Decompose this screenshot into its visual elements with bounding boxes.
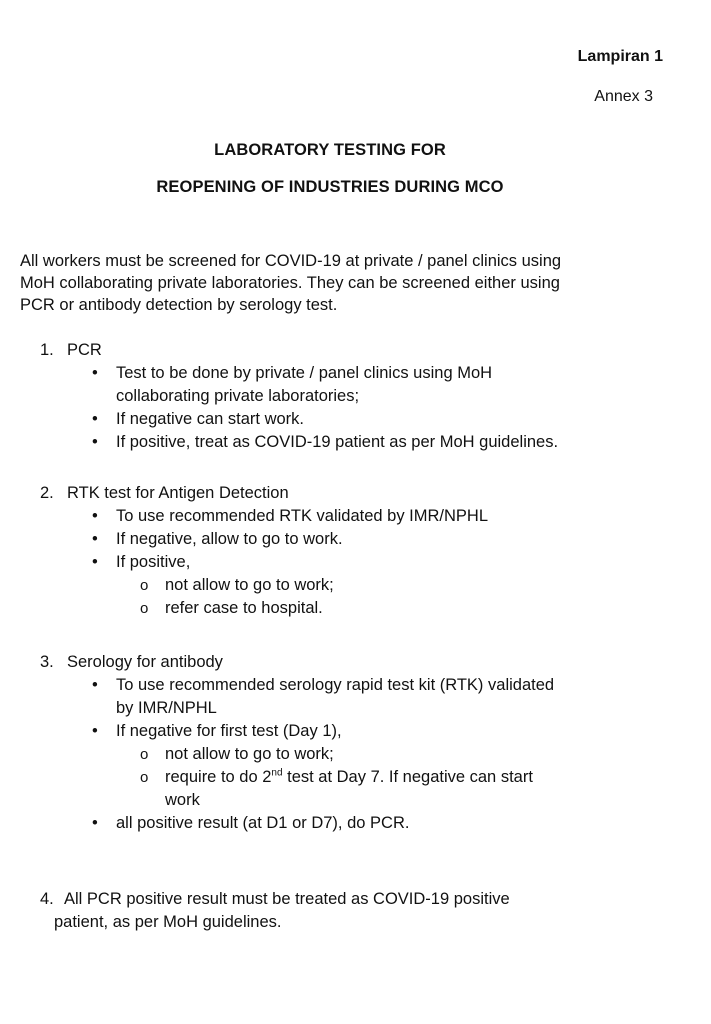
bullet-text: all positive result (at D1 or D7), do PCR. xyxy=(116,814,410,832)
bullet-item xyxy=(40,528,680,551)
section-pcr-positive xyxy=(40,888,680,934)
bullet-text: Test to be done by private / panel clinics using MoH xyxy=(116,364,493,382)
section-title: Serology for antibody xyxy=(67,653,223,671)
section-title: RTK test for Antigen Detection xyxy=(67,484,289,502)
sub-bullet-text: test at Day 7. If negative can start xyxy=(282,768,533,786)
bullet-text: If negative for first test (Day 1), xyxy=(116,722,342,740)
intro-line: MoH collaborating private laboratories. They can be screened either using xyxy=(20,274,560,292)
section-heading xyxy=(40,651,680,674)
sub-bullet-item xyxy=(40,766,680,812)
intro-line: All workers must be screened for COVID-19 at private / panel clinics using xyxy=(20,252,562,270)
section-rtk-antigen xyxy=(40,482,680,620)
section-number: 3. xyxy=(40,653,54,671)
ordinal-superscript: nd xyxy=(271,767,283,779)
section-title: PCR xyxy=(67,341,102,359)
intro-paragraph xyxy=(20,250,660,316)
bullet-item xyxy=(40,505,680,528)
section-number: 4. xyxy=(40,890,54,908)
bullet-text: If positive, treat as COVID-19 patient as per MoH guidelines. xyxy=(116,433,559,451)
section-serology xyxy=(40,651,680,835)
section-number: 2. xyxy=(40,484,54,502)
bullet-item xyxy=(40,720,680,743)
bullet-item xyxy=(40,812,680,835)
bullet-item xyxy=(40,674,680,720)
lampiran-label: Lampiran 1 xyxy=(577,48,663,65)
bullet-text: If negative, allow to go to work. xyxy=(116,530,343,548)
sub-bullet-text: not allow to go to work; xyxy=(165,576,334,594)
sub-bullet-text: refer case to hospital. xyxy=(165,599,323,617)
bullet-text: To use recommended serology rapid test kit (RTK) validated xyxy=(116,676,555,694)
section-heading xyxy=(40,339,680,362)
sub-bullet-item xyxy=(40,743,680,766)
section-text-continued: patient, as per MoH guidelines. xyxy=(54,913,282,931)
bullet-text: If positive, xyxy=(116,553,191,571)
bullet-item xyxy=(40,408,680,431)
bullet-text: If negative can start work. xyxy=(116,410,305,428)
bullet-item xyxy=(40,362,680,408)
document-title-line-2: REOPENING OF INDUSTRIES DURING MCO xyxy=(156,178,504,196)
bullet-text-continued: by IMR/NPHL xyxy=(116,699,217,717)
section-number: 1. xyxy=(40,341,54,359)
section-heading xyxy=(40,482,680,505)
section-pcr xyxy=(40,339,680,454)
bullet-text: To use recommended RTK validated by IMR/NPHL xyxy=(116,507,489,525)
document-title-line-1: LABORATORY TESTING FOR xyxy=(214,141,446,159)
annex-label: Annex 3 xyxy=(594,88,653,105)
sub-bullet-item xyxy=(40,597,680,620)
section-line xyxy=(40,888,680,911)
sub-bullet-text: require to do 2 xyxy=(165,768,272,786)
bullet-text-continued: collaborating private laboratories; xyxy=(116,387,360,405)
section-text: All PCR positive result must be treated as COVID-19 positive xyxy=(64,890,510,908)
sub-bullet-item xyxy=(40,574,680,597)
bullet-item xyxy=(40,551,680,574)
sub-bullet-text-continued: work xyxy=(165,791,200,809)
sub-bullet-text: not allow to go to work; xyxy=(165,745,334,763)
bullet-item xyxy=(40,431,680,454)
intro-line: PCR or antibody detection by serology test. xyxy=(20,296,338,314)
